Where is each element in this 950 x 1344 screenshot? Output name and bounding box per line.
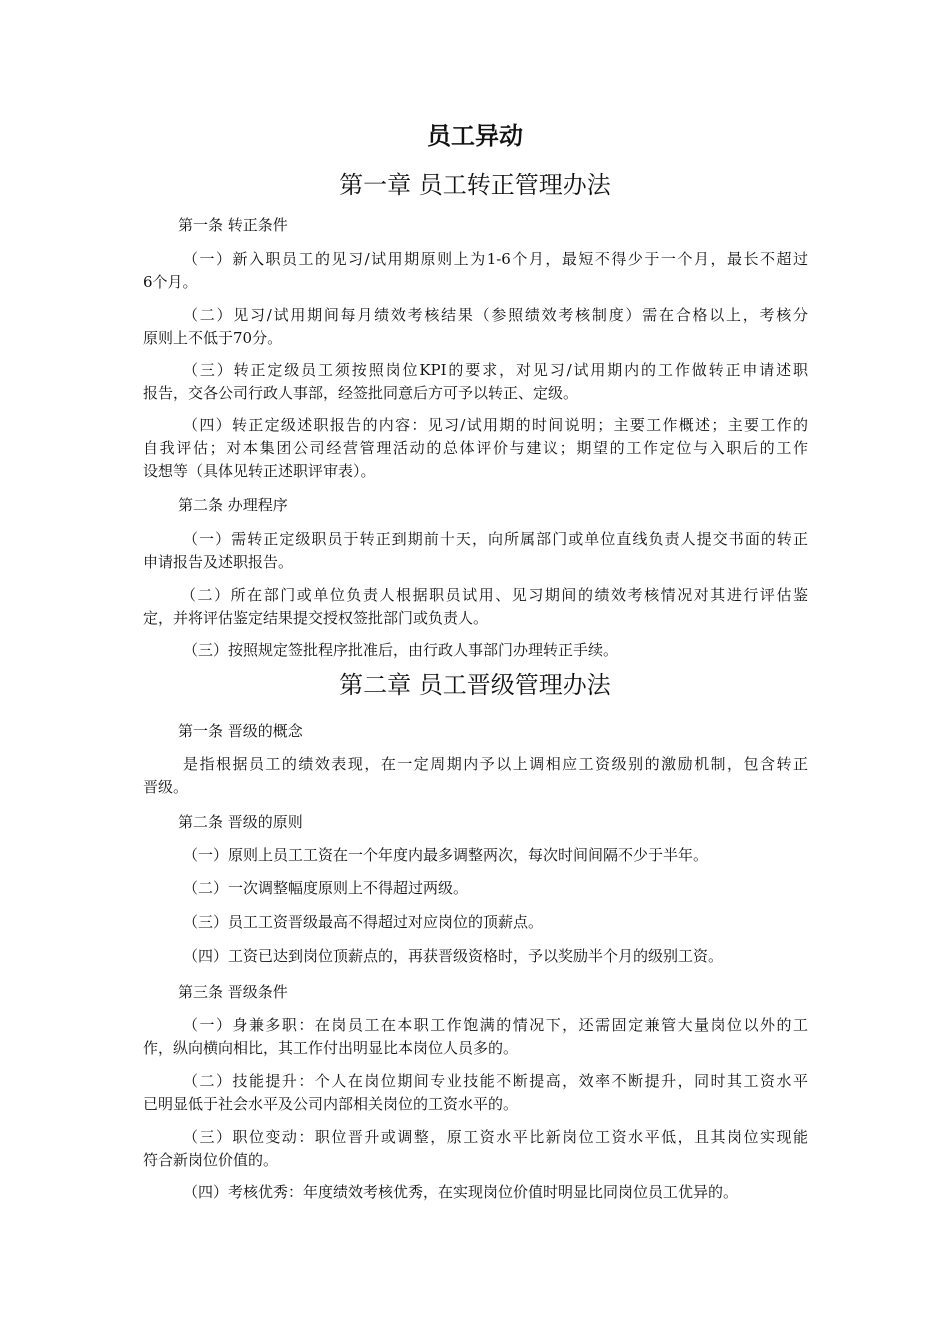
chapter-2-article-3-item-2: （二）技能提升：个人在岗位期间专业技能不断提高，效率不断提升，同时其工资水平 已明显低于社会水平及公司内部相关岗位的工资水平的。: [143, 1072, 808, 1113]
chapter-2-article-3-heading: 第三条 晋级条件: [178, 983, 288, 1001]
chapter-2-article-2-heading: 第二条 晋级的原则: [178, 813, 303, 831]
chapter-2-article-2-item-2: （二）一次调整幅度原则上不得超过两级。: [183, 879, 469, 897]
chapter-2-article-3-item-3: （三）职位变动：职位晋升或调整，原工资水平比新岗位工资水平低，且其岗位实现能 符合新岗位价值的。: [143, 1128, 808, 1169]
chapter-1-article-2-heading: 第二条 办理程序: [178, 496, 288, 514]
chapter-2-article-2-item-1: （一）原则上员工工资在一个年度内最多调整两次，每次时间间隔不少于半年。: [183, 846, 709, 864]
chapter-1-article-1-heading: 第一条 转正条件: [178, 216, 288, 234]
chapter-1-article-2-item-1: （一）需转正定级职员于转正到期前十天，向所属部门或单位直线负责人提交书面的转正 申请报告及述职报告。: [143, 530, 808, 571]
chapter-1-article-1-item-4: （四）转正定级述职报告的内容：见习/试用期的时间说明；主要工作概述；主要工作的 自我评估；对本集团公司经营管理活动的总体评价与建议；期望的工作定位与入职后的工作 设想等（具体见转正述职评审表）。: [143, 416, 808, 480]
chapter-1-article-1-item-1: （一）新入职员工的见习/试用期原则上为1-6个月，最短不得少于一个月，最长不超过 6个月。: [143, 250, 808, 291]
chapter-1-article-2-item-3: （三）按照规定签批程序批准后，由行政人事部门办理转正手续。: [183, 641, 619, 659]
chapter-2-article-2-item-3: （三）员工工资晋级最高不得超过对应岗位的顶薪点。: [183, 913, 544, 931]
document-title: 员工异动: [427, 122, 523, 150]
chapter-2-article-3-item-4: （四）考核优秀：年度绩效考核优秀，在实现岗位价值时明显比同岗位员工优异的。: [183, 1183, 739, 1201]
chapter-1-article-1-item-2: （二）见习/试用期间每月绩效考核结果（参照绩效考核制度）需在合格以上，考核分 原则上不低于70分。: [143, 306, 808, 347]
chapter-2-article-3-item-1: （一）身兼多职：在岗员工在本职工作饱满的情况下，还需固定兼管大量岗位以外的工 作，纵向横向相比，其工作付出明显比本岗位人员多的。: [143, 1016, 808, 1057]
chapter-2-article-1-item-1: 是指根据员工的绩效表现，在一定周期内予以上调相应工资级别的激励机制，包含转正 晋级。: [143, 755, 808, 796]
chapter-2-title: 第二章 员工晋级管理办法: [339, 671, 611, 699]
chapter-1-title: 第一章 员工转正管理办法: [339, 171, 611, 199]
chapter-1-article-2-item-2: （二）所在部门或单位负责人根据职员试用、见习期间的绩效考核情况对其进行评估鉴 定，并将评估鉴定结果提交授权签批部门或负责人。: [143, 586, 808, 627]
chapter-2-article-2-item-4: （四）工资已达到岗位顶薪点的，再获晋级资格时，予以奖励半个月的级别工资。: [183, 947, 724, 965]
chapter-1-article-1-item-3: （三）转正定级员工须按照岗位KPI的要求，对见习/试用期内的工作做转正申请述职 报告，交各公司行政人事部，经签批同意后方可予以转正、定级。: [143, 361, 808, 402]
chapter-2-article-1-heading: 第一条 晋级的概念: [178, 722, 303, 740]
